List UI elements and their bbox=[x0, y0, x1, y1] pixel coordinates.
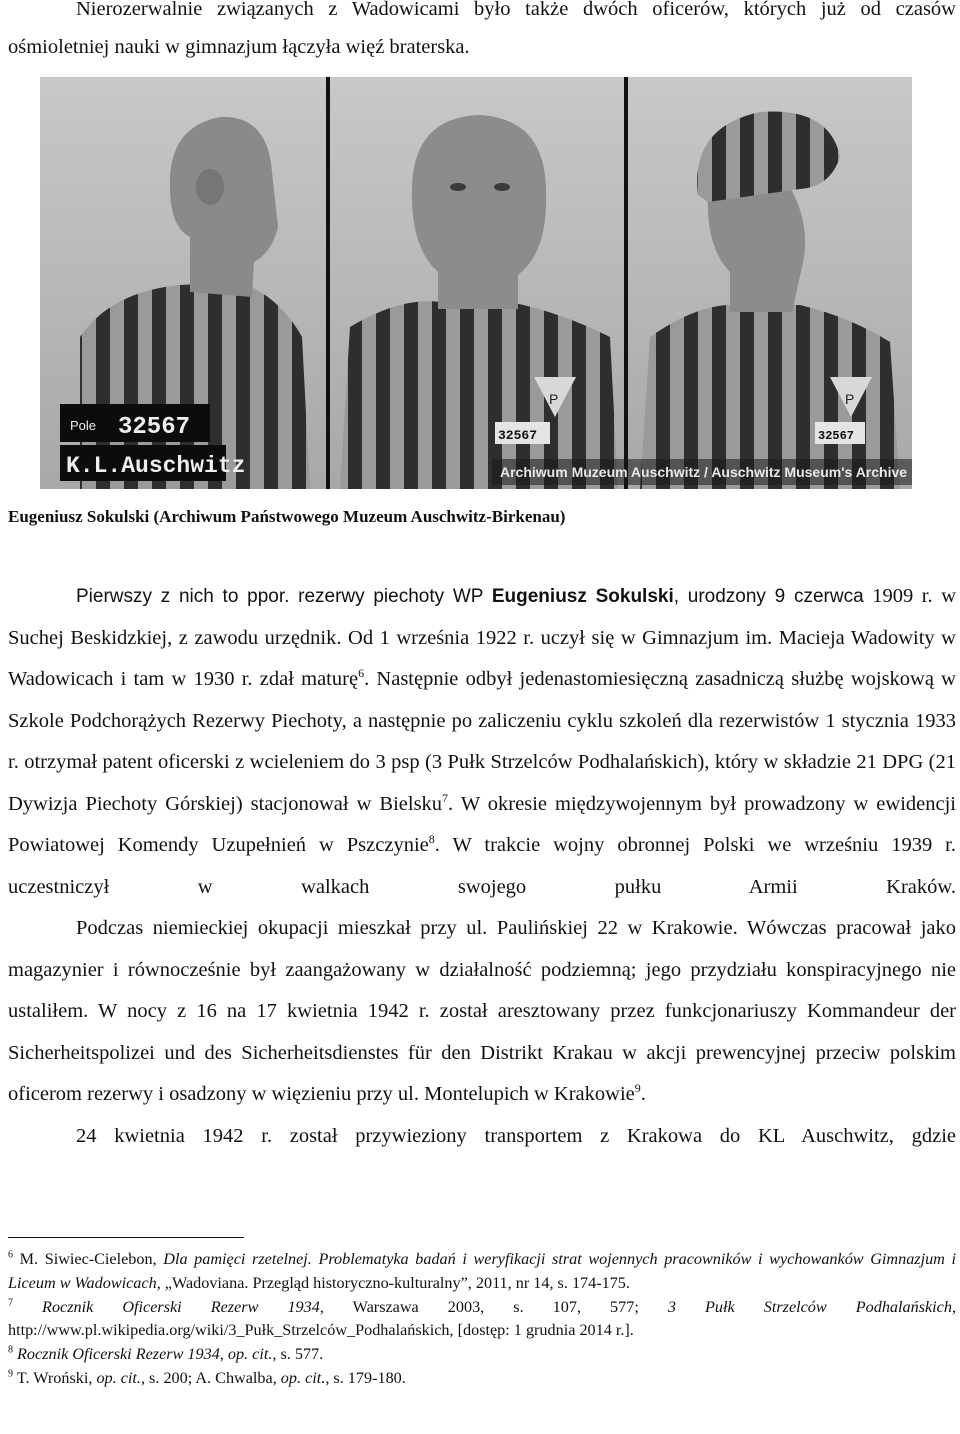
body-text bbox=[8, 576, 956, 1157]
archive-watermark: Archiwum Muzeum Auschwitz / Auschwitz Museum's Archive bbox=[500, 464, 908, 480]
footnotes bbox=[8, 1237, 956, 1391]
footnote-7: $^7$ Rocznik Oficerski Rezerw 1934, Warszawa 2003, s. 107, 577; 3 Pułk Strzelców Podhalańskich, http://www.pl.wikipedia.org/wiki/3_Pułk_Strzelców_Podhalańskich, [dostęp: 1 grudnia 2014 r.]. bbox=[8, 1297, 957, 1340]
footnote-ref-9: 9 bbox=[634, 1081, 641, 1096]
footnote-separator bbox=[8, 1237, 244, 1238]
tag-number-text: 32567 bbox=[118, 414, 191, 441]
paragraph-3: 24 kwietnia 1942 r. został przywieziony transportem z Krakowa do KL Auschwitz, gdzie bbox=[76, 1124, 956, 1147]
triangle-letter-1: P bbox=[549, 391, 559, 407]
footnote-ref-6: 6 bbox=[358, 666, 365, 681]
paragraph-1: Pierwszy z nich to ppor. rezerwy piechoty WP Eugeniusz Sokulski, urodzony 9 czerwca 1909 r. w Suchej Beskidzkiej, z zawodu urzędnik. Od 1 września 1922 r. uczył się w Gimnazjum im. Macieja Wadowity w Wadowicach i tam w 1930 r. zdał maturę$^6$. Następnie odbył jedenastomiesięczną zasadniczą służbę wojskową w Szkole Podchorążych Rezerwy Piechoty, a następnie po zaliczeniu cyklu szkoleń dla rezerwistów 1 stycznia 1933 r. otrzymał patent oficerski z wcieleniem do 3 psp (3 Pułk Strzelców Podhalańskich), który w składzie 21 DPG (21 Dywizja Piechoty Górskiej) stacjonował w Bielsku$^7$. W okresie międzywojennym był prowadzony w ewidencji Powiatowej Komendy Uzupełnień w Pszczynie$^8$. W trakcie wojny obronnej Polski we wrześniu 1939 r. uczestniczył w walkach swojego pułku Armii Kraków. bbox=[8, 585, 956, 898]
chest-number-2: 32567 bbox=[818, 429, 855, 443]
intro-paragraph: Nierozerwalnie związanych z Wadowicami było także dwóch oficerów, których już od czasów ośmioletniej nauki w gimnazjum łączyła więź braterska. bbox=[8, 0, 956, 58]
footnote-ref-7: 7 bbox=[442, 790, 449, 805]
photo-caption: Eugeniusz Sokulski (Archiwum Państwowego Muzeum Auschwitz-Birkenau) bbox=[8, 507, 566, 526]
tag-pole-text: Pole bbox=[70, 418, 97, 433]
prisoner-photo bbox=[40, 77, 912, 489]
footnote-6: $^6$ M. Siwiec-Cielebon, Dla pamięci rzetelnej. Problematyka badań i weryfikacji strat wojennych pracowników i wychowanków Gimnazjum i Liceum w Wadowicach, „Wadoviana. Przegląd historyczno-kulturalny”, 2011, nr 14, s. 174-175. bbox=[8, 1249, 956, 1292]
triangle-letter-2: P bbox=[845, 391, 855, 407]
person-name: Eugeniusz Sokulski bbox=[491, 586, 674, 607]
tag-camp-text: K.L.Auschwitz bbox=[66, 453, 246, 479]
footnote-8: $^8$ Rocznik Oficerski Rezerw 1934, op. cit., s. 577. bbox=[8, 1344, 324, 1364]
footnote-ref-8: 8 bbox=[428, 832, 435, 847]
chest-number-1: 32567 bbox=[498, 428, 538, 443]
prisoner-photo-drawing bbox=[40, 77, 912, 489]
paragraph-2: Podczas niemieckiej okupacji mieszkał przy ul. Paulińskiej 22 w Krakowie. Wówczas pracował jako magazynier i równocześnie był zaangażowany w działalność podziemną; jego przydziału konspiracyjnego nie ustaliłem. W nocy z 16 na 17 kwietnia 1942 r. został aresztowany przez funkcjonariuszy Kommandeur der Sicherheitspolizei und des Sicherheitsdienstes für den Distrikt Krakau w akcji prewencyjnej przeciw polskim oficerom rezerwy i osadzony w więzieniu przy ul. Montelupich w Krakowie$^9$. bbox=[8, 917, 956, 1105]
footnote-9: $^9$ T. Wroński, op. cit., s. 200; A. Chwalba, op. cit., s. 179-180. bbox=[8, 1368, 406, 1387]
